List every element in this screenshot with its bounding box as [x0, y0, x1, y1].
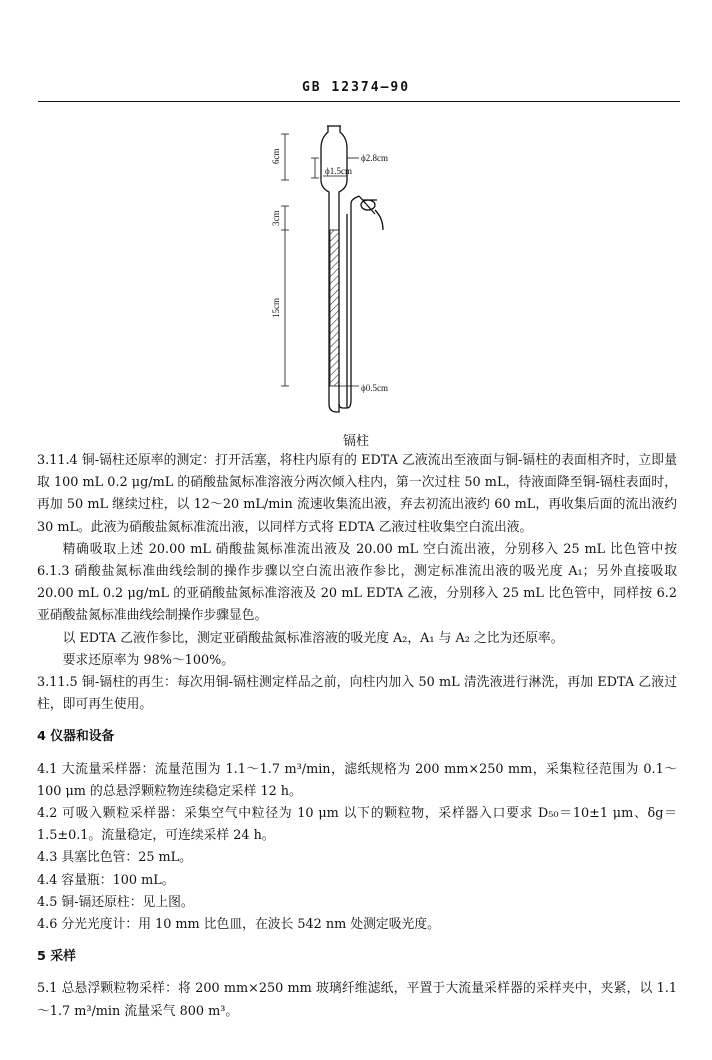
paragraph-measure: 精确吸取上述 20.00 mL 硝酸盐氮标准流出液及 20.00 mL 空白流出液，分别移入 25 mL 比色管中按 6.1.3 硝酸盐氮标准曲线绘制的操作步骤以空白流出液作参比，测定标准流出液的吸光度 A₁；另外直接吸取 20.00 mL 0.2 μg/mL 的亚硝酸盐氮标准溶液及 20 mL EDTA 乙液，分别移入 25 mL 比色管中，同样按 6.2 亚硝酸盐氮标准曲线绘制操作步骤显色。 [37, 541, 677, 624]
section-4-5: 4.5 铜-镉还原柱：见上图。 [37, 894, 194, 910]
section-5-1: 5.1 总悬浮颗粒物采样：将 200 mm×250 mm 玻璃纤维滤纸，平置于大流量采样器的采样夹中，夹紧，以 1.1～1.7 m³/min 流量采气 800 m³。 [37, 981, 677, 1019]
label-height-3: 3cm [271, 210, 281, 226]
heading-section-5: 5 采样 [37, 949, 76, 965]
paragraph-requirement: 要求还原率为 98%～100%。 [62, 652, 235, 668]
document-body [37, 450, 677, 1023]
section-4-2: 4.2 可吸入颗粒采样器：采集空气中粒径为 10 μm 以下的颗粒物，采样器入口要求 D₅₀＝10±1 μm、δg＝1.5±0.1。流量稳定，可连续采样 24 h。 [37, 806, 677, 844]
figure-caption: 镉柱 [342, 434, 369, 449]
label-diameter-bottom: ϕ0.5cm [361, 383, 388, 393]
section-4-4: 4.4 容量瓶：100 mL。 [37, 872, 175, 888]
section-4-1: 4.1 大流量采样器：流量范围为 1.1～1.7 m³/min，滤纸规格为 200 mm×250 mm，采集粒径范围为 0.1～100 μm 的总悬浮颗粒物连续稳定采样 12 h。 [37, 761, 677, 799]
heading-section-4: 4 仪器和设备 [37, 729, 115, 745]
label-height-6: 6cm [271, 148, 281, 164]
section-4-3: 4.3 具塞比色管：25 mL。 [37, 850, 192, 866]
section-3-11-4: 3.11.4 铜-镉柱还原率的测定：打开活塞，将柱内原有的 EDTA 乙液流出至液面与铜-镉柱的表面相齐时，立即量取 100 mL 0.2 μg/mL 的硝酸盐氮标准溶液分两次倾入柱内，第一次过柱 50 mL，待液面降至铜-镉柱表面时，再加 50 mL 继续过柱，以 12～20 mL/min 流速收集流出液，弃去初流出液约 60 mL，再收集后面的流出液约 30 mL。此液为硝酸盐氮标准流出液，以同样方式将 EDTA 乙液过柱收集空白流出液。 [37, 453, 677, 535]
label-height-15: 15cm [271, 298, 281, 318]
section-3-11-5: 3.11.5 铜-镉柱的再生：每次用铜-镉柱测定样品之前，向柱内加入 50 mL 清洗液进行淋洗，再加 EDTA 乙液过柱，即可再生使用。 [37, 675, 677, 713]
label-diameter-middle: ϕ1.5cm [325, 166, 352, 176]
paragraph-reference: 以 EDTA 乙液作参比，测定亚硝酸盐氮标准溶液的吸光度 A₂，A₁ 与 A₂ 之比为还原率。 [62, 630, 564, 646]
header-rule [38, 101, 680, 102]
cadmium-column-figure [255, 118, 455, 438]
label-diameter-top: ϕ2.8cm [361, 153, 388, 163]
page-header: GB 12374—90 [301, 80, 411, 95]
section-4-6: 4.6 分光光度计：用 10 mm 比色皿，在波长 542 nm 处测定吸光度。 [37, 917, 440, 933]
